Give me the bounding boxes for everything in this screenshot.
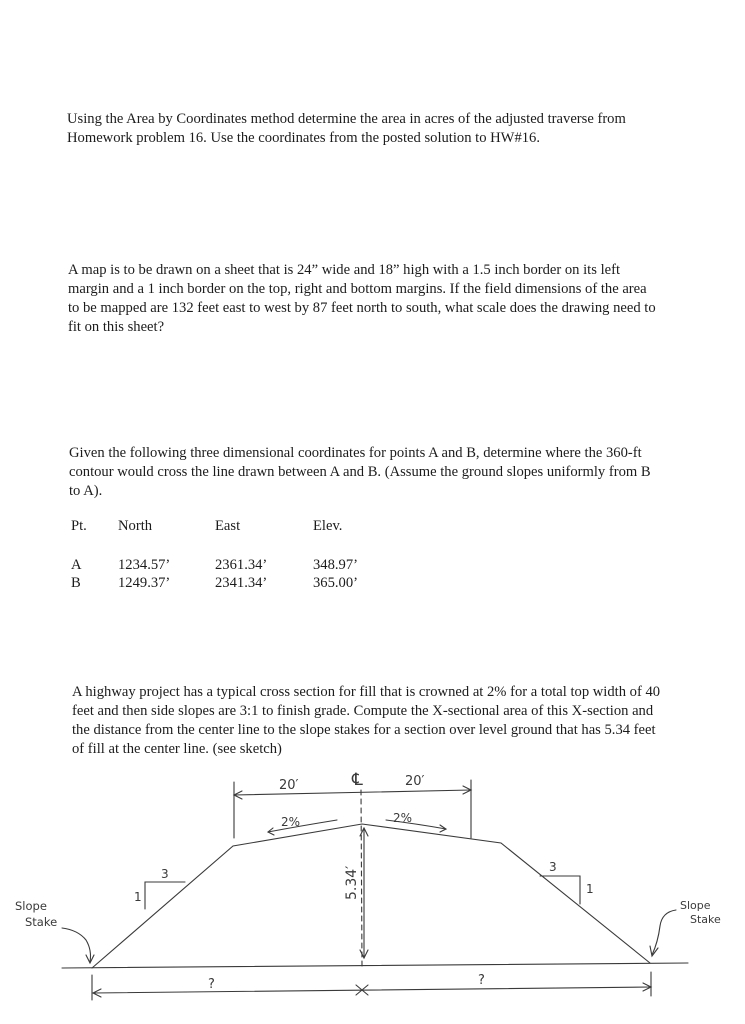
table-row-a-north: 1234.57’ — [118, 557, 171, 573]
left-stake-label-line2: Stake — [25, 915, 58, 929]
left-slope-rise-label: 1 — [134, 890, 142, 904]
right-slope-run-label: 3 — [549, 860, 557, 874]
right-crown-label: 2% — [393, 811, 413, 825]
table-header-pt: Pt. — [71, 518, 87, 534]
problem-highway-cross-section: A highway project has a typical cross section for fill that is crowned at 2% for a total top width of 40 feet and then side slopes are 3:1 to finish grade. Compute the X-sectional area of this X-section and the distance from the center line to the slope stakes for a section over level ground that has 5.34 feet of fill at the center line. (see sketch) — [72, 684, 661, 757]
left-stake-pointer — [62, 928, 91, 962]
right-half-width-label: 20′ — [405, 774, 425, 789]
ground-line — [62, 963, 688, 968]
center-fill-label: 5.34′ — [344, 865, 360, 900]
table-row-b-pt: B — [71, 575, 81, 591]
left-slope-run-label: 3 — [161, 867, 169, 881]
table-row-a-east: 2361.34’ — [215, 557, 268, 573]
problem-map-scale: A map is to be drawn on a sheet that is 24” wide and 18” high with a 1.5 inch border on its left margin and a 1 inch border on the top, right and bottom margins. If the field dimensions of the area to be mapped are 132 feet east to west by 87 feet north to south, what scale does the drawing need to fit on this sheet? — [68, 262, 656, 335]
centerline-symbol: ℄ — [352, 770, 363, 790]
right-distance-label: ? — [478, 973, 485, 988]
fill-section-outline — [92, 824, 650, 968]
left-stake-label-line1: Slope — [15, 899, 47, 913]
table-row-b-elev: 365.00’ — [313, 575, 358, 591]
centerline — [361, 790, 362, 966]
table-row-b-east: 2341.34’ — [215, 575, 268, 591]
right-slope-rise-label: 1 — [586, 882, 594, 896]
bottom-dimension-line — [93, 987, 651, 993]
table-header-north: North — [118, 518, 153, 534]
table-row-a-elev: 348.97’ — [313, 557, 358, 573]
problem-area-by-coordinates: Using the Area by Coordinates method determine the area in acres of the adjusted traverse from Homework problem 16. Use the coordinates from the posted solution to HW#16. — [67, 111, 626, 146]
right-stake-label-line2: Stake — [690, 913, 721, 926]
top-dimension-line — [234, 790, 471, 795]
left-half-width-label: 20′ — [279, 778, 299, 793]
table-row-b-north: 1249.37’ — [118, 575, 171, 591]
right-stake-pointer — [652, 910, 676, 955]
left-crown-label: 2% — [281, 815, 301, 829]
table-row-a-pt: A — [71, 557, 82, 573]
table-header-elev: Elev. — [313, 518, 343, 534]
table-header-east: East — [215, 518, 241, 534]
right-stake-label-line1: Slope — [680, 899, 711, 912]
left-distance-label: ? — [208, 977, 215, 992]
problem-contour-crossing: Given the following three dimensional coordinates for points A and B, determine where the 360-ft contour would cross the line drawn between A and B. (Assume the ground slopes uniformly from B to A). — [69, 445, 651, 499]
